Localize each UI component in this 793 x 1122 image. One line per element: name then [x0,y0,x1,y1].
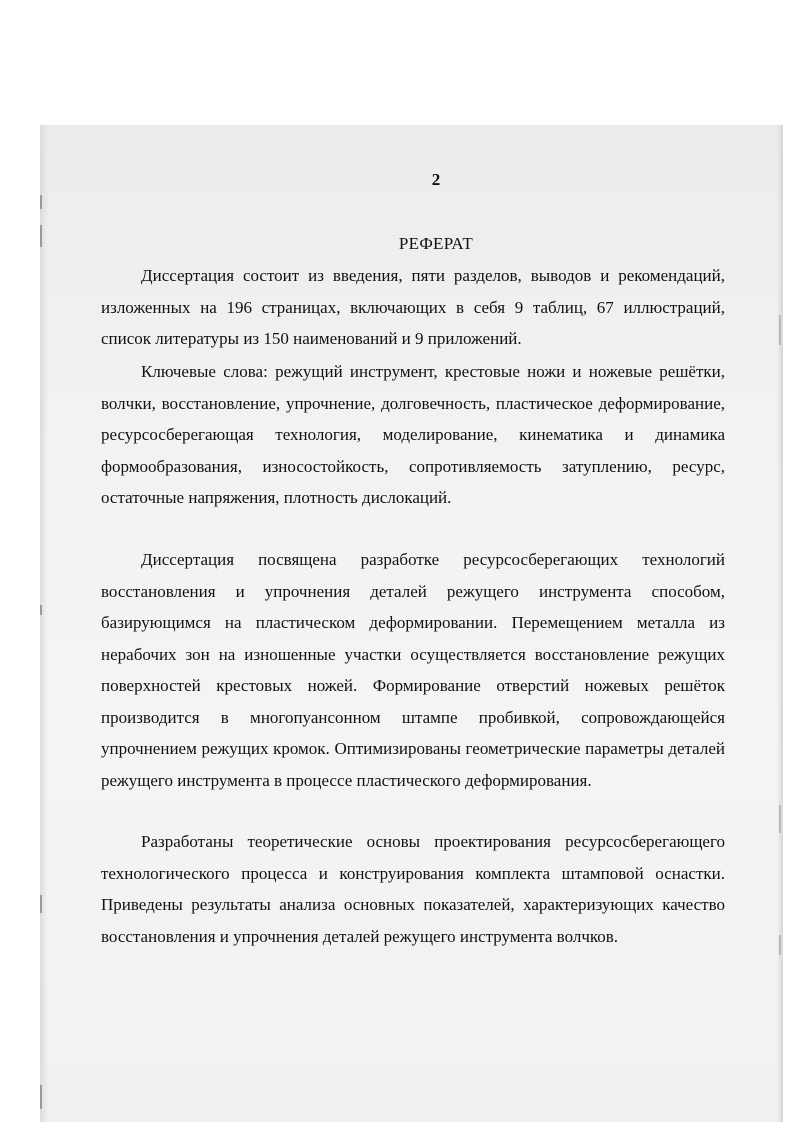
scan-edge-mark [40,605,42,615]
scan-edge-mark [40,895,42,913]
paragraph: Ключевые слова: режущий инструмент, крестовые ножи и ножевые решётки, волчки, восстановление, упрочнение, долговечность, пластическое деформирование, ресурсосберегающая технология, моделирование, кинематика и динамика формообразования, износостойкость, сопротивляемость затуплению, ресурс, остаточные напряжения, плотность дислокаций. [101,362,725,507]
scan-edge-mark [40,225,42,247]
page-number: 2 [431,170,441,189]
scan-edge-mark [40,1085,42,1109]
scan-edge-mark [779,935,781,955]
scan-edge-mark [40,195,42,209]
page-title: РЕФЕРАТ [398,234,474,253]
paragraph: Разработаны теоретические основы проектирования ресурсосберегающего технологического процесса и конструирования комплекта штамповой оснастки. Приведены результаты анализа основных показателей, характеризующих качество восстановления и упрочнения деталей режущего инструмента волчков. [101,832,725,946]
scan-edge-mark [779,315,781,345]
paragraph: Диссертация посвящена разработке ресурсосберегающих технологий восстановления и упрочнения деталей режущего инструмента способом, базирующимся на пластическом деформировании. Перемещением металла из нерабочих зон на изношенные участки осуществляется восстановление режущих поверхностей крестовых ножей. Формирование отверстий ножевых решёток производится в многопуансонном штампе пробивкой, сопровождающейся упрочнением режущих кромок. Оптимизированы геометрические параметры деталей режущего инструмента в процессе пластического деформирования. [101,550,725,790]
paragraph: Диссертация состоит из введения, пяти разделов, выводов и рекомендаций, изложенных на 196 страницах, включающих в себя 9 таблиц, 67 иллюстраций, список литературы из 150 наименований и 9 приложений. [101,266,725,348]
scan-edge-mark [779,805,781,833]
